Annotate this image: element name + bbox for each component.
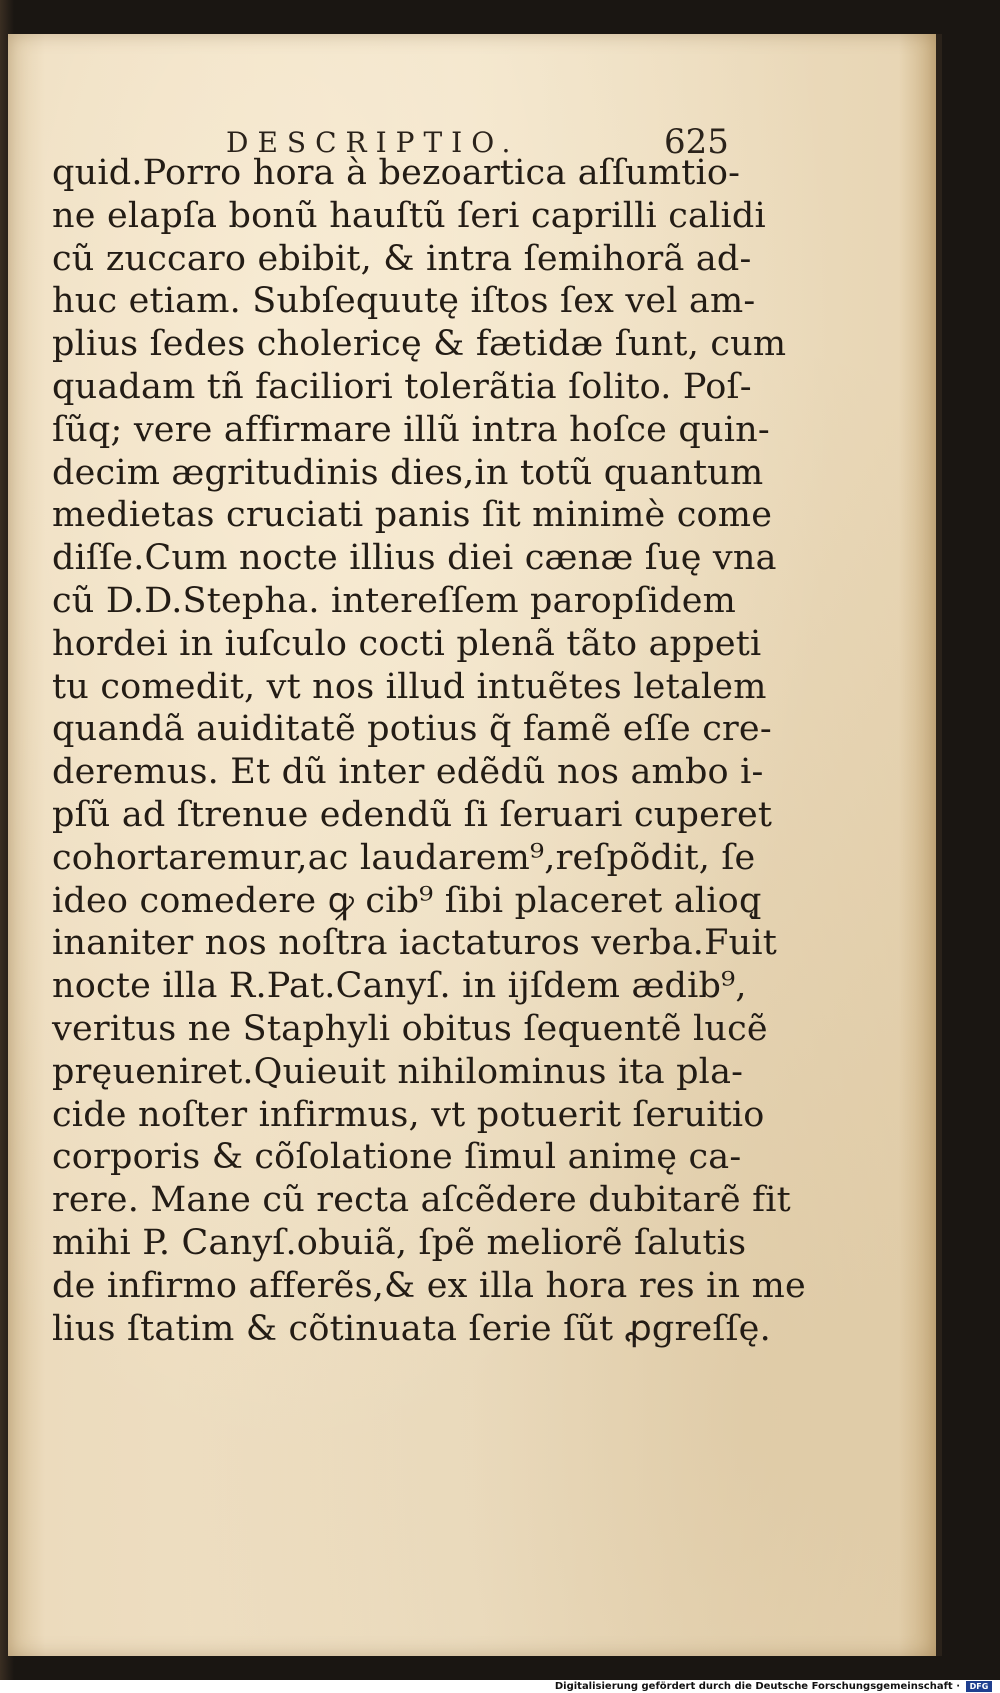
page-number: 625: [664, 122, 729, 162]
text-line: cũ D.D.Stepha. intereſſem paropſidem: [52, 580, 736, 621]
text-line: quid.Porro hora à bezoartica aſſumtio-: [52, 153, 741, 193]
text-line: hordei in iuſculo cocti plenã tãto appeti: [52, 623, 762, 664]
text-line: quadam tñ faciliori tolerãtia ſolito. Poſ-: [52, 366, 752, 407]
page-edge-shadow: [936, 34, 942, 1656]
text-line: huc etiam. Subſequutę iſtos ſex vel am-: [52, 281, 756, 322]
text-line: decim ægritudinis dies,in totũ quantum: [52, 452, 764, 493]
text-line: deremus. Et dũ inter edẽdũ nos ambo i-: [52, 752, 764, 793]
text-line: ſũq; vere affirmare illũ intra hoſce quin-: [52, 409, 770, 450]
text-line: plius ſedes cholericę & fætidæ ſunt, cum: [52, 324, 787, 365]
text-line: veritus ne Staphyli obitus ſequentẽ lucẽ: [52, 1008, 768, 1049]
text-line: ne elapſa bonũ hauſtũ ſeri caprilli calidi: [52, 195, 766, 236]
body-text: [52, 152, 806, 1350]
running-title: DESCRIPTIO.: [226, 126, 520, 159]
text-line: ideo comedere ꝙ cib⁹ ſibi placeret alioq̨: [52, 880, 762, 921]
text-line: rere. Mane cũ recta aſcẽdere dubitarẽ fit: [52, 1180, 791, 1221]
text-line: corporis & cõſolatione ſimul animę ca-: [52, 1137, 742, 1178]
text-line: de infirmo afferẽs,& ex illa hora res in me: [52, 1265, 806, 1306]
book-page: [8, 34, 936, 1656]
text-line: nocte illa R.Pat.Canyſ. in ijſdem ædib⁹,: [52, 966, 747, 1007]
funding-credit: Digitalisierung gefördert durch die Deutsche Forschungsgemeinschaft ·: [554, 1681, 960, 1692]
text-line: cohortaremur,ac laudarem⁹,reſpõdit, ſe: [52, 837, 756, 878]
text-line: diſſe.Cum nocte illius diei cænæ ſuę vna: [52, 538, 777, 579]
text-line: mihi P. Canyſ.obuiã, ſpẽ meliorẽ ſalutis: [52, 1222, 747, 1263]
text-line: cũ zuccaro ebibit, & intra ſemihorã ad-: [52, 238, 752, 279]
text-line: pſũ ad ſtrenue edendũ ſi ſeruari cuperet: [52, 794, 773, 835]
dfg-logo: DFG: [966, 1681, 992, 1692]
text-line: cide noſter infirmus, vt potuerit ſeruitio: [52, 1094, 765, 1135]
text-line: inaniter nos noſtra iactaturos verba.Fuit: [52, 923, 778, 964]
text-line: tu comedit, vt nos illud intuẽtes letalem: [52, 666, 767, 707]
text-line: medietas cruciati panis ſit minimè come: [52, 495, 773, 536]
text-line: quandã auiditatẽ potius q̃ famẽ eſſe cre-: [52, 709, 772, 750]
text-line: lius ſtatim & cõtinuata ſerie ſũt ꝓgreſſę.: [52, 1308, 771, 1349]
text-line: pręueniret.Quieuit nihilominus ita pla-: [52, 1051, 744, 1092]
